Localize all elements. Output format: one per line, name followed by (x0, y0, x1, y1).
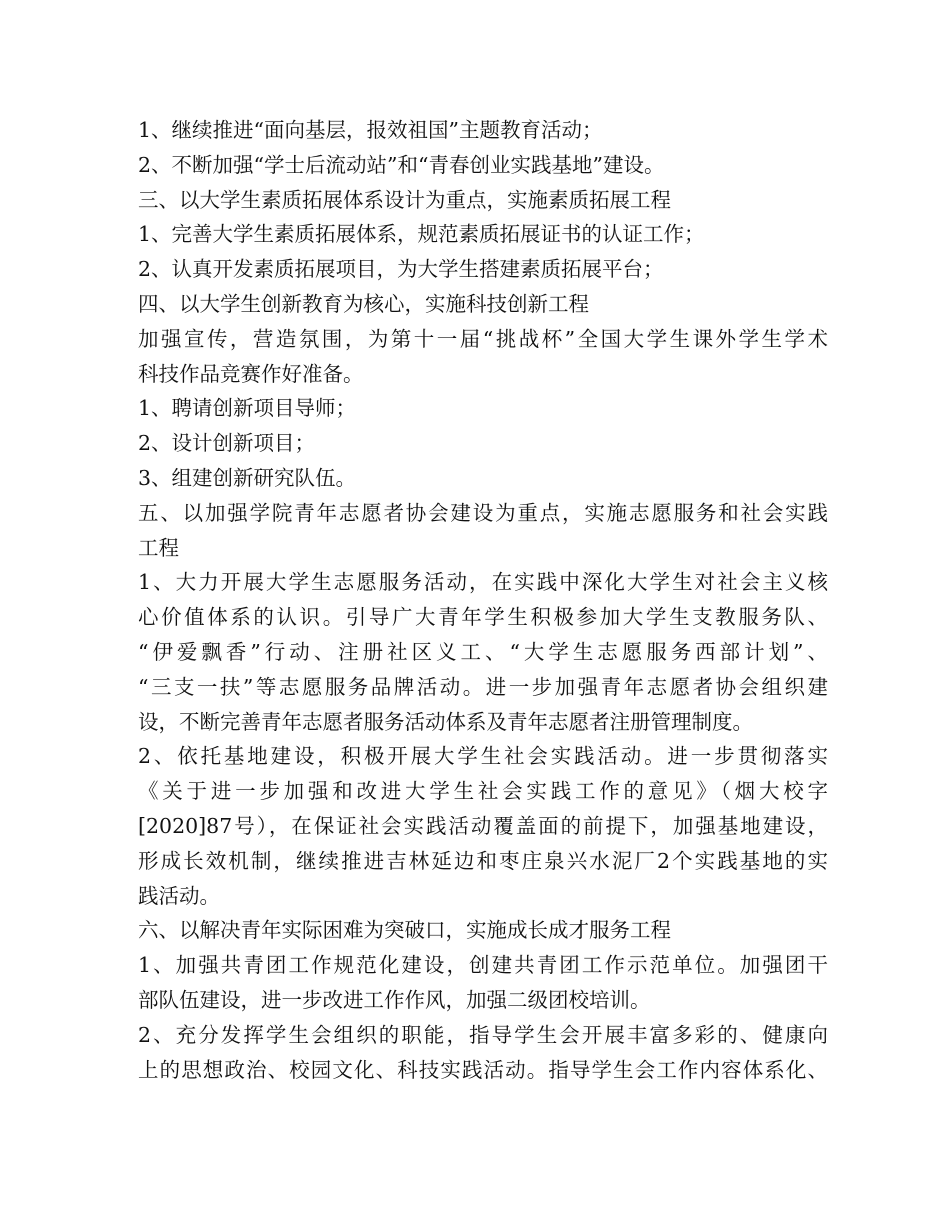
section-heading: 工程 (138, 535, 179, 560)
text-line: 1、聘请创新项目导师； (138, 396, 357, 421)
text-line: 践活动。 (138, 883, 220, 908)
section-heading: 三、以大学生素质拓展体系设计为重点，实施素质拓展工程 (138, 187, 671, 212)
text-line: “伊爱飘香”行动、注册社区义工、“大学生志愿服务西部计划”、 (138, 639, 828, 664)
section-heading: 四、以大学生创新教育为核心，实施科技创新工程 (138, 291, 589, 316)
text-line: 3、组建创新研究队伍。 (138, 465, 357, 490)
text-line: 1、大力开展大学生志愿服务活动，在实践中深化大学生对社会主义核 (138, 570, 828, 595)
text-line: 上的思想政治、校园文化、科技实践活动。指导学生会工作内容体系化、 (138, 1057, 828, 1082)
text-line: 2、认真开发素质拓展项目，为大学生搭建素质拓展平台； (138, 257, 664, 282)
document-body (138, 113, 828, 1087)
text-line: 设，不断完善青年志愿者服务活动体系及青年志愿者注册管理制度。 (138, 709, 753, 734)
text-line: 2、充分发挥学生会组织的职能，指导学生会开展丰富多彩的、健康向 (138, 1022, 828, 1047)
text-line: 《关于进一步加强和改进大学生社会实践工作的意见》（烟大校字 (138, 779, 828, 804)
text-line: [2020]87号），在保证社会实践活动覆盖面的前提下，加强基地建设， (138, 813, 828, 838)
section-heading: 六、以解决青年实际困难为突破口，实施成长成才服务工程 (138, 918, 671, 943)
text-line: 部队伍建设，进一步改进工作作风，加强二级团校培训。 (138, 987, 651, 1012)
section-heading: 五、以加强学院青年志愿者协会建设为重点，实施志愿服务和社会实践 (138, 500, 828, 525)
text-line: “三支一扶”等志愿服务品牌活动。进一步加强青年志愿者协会组织建 (138, 674, 828, 699)
text-line: 加强宣传，营造氛围，为第十一届“挑战杯”全国大学生课外学生学术 (138, 326, 828, 351)
text-line: 1、继续推进“面向基层，报效祖国”主题教育活动； (138, 118, 603, 142)
text-line: 1、完善大学生素质拓展体系，规范素质拓展证书的认证工作； (138, 222, 705, 247)
text-line: 1、加强共青团工作规范化建设，创建共青团工作示范单位。加强团干 (138, 953, 828, 978)
text-line: 2、不断加强“学士后流动站”和“青春创业实践基地”建设。 (138, 152, 665, 177)
text-line: 科技作品竞赛作好准备。 (138, 361, 364, 386)
text-line: 心价值体系的认识。引导广大青年学生积极参加大学生支教服务队、 (138, 605, 828, 630)
text-line: 形成长效机制，继续推进吉林延边和枣庄泉兴水泥厂2个实践基地的实 (138, 848, 828, 873)
text-line: 2、设计创新项目； (138, 431, 316, 456)
text-line: 2、依托基地建设，积极开展大学生社会实践活动。进一步贯彻落实 (138, 744, 828, 769)
